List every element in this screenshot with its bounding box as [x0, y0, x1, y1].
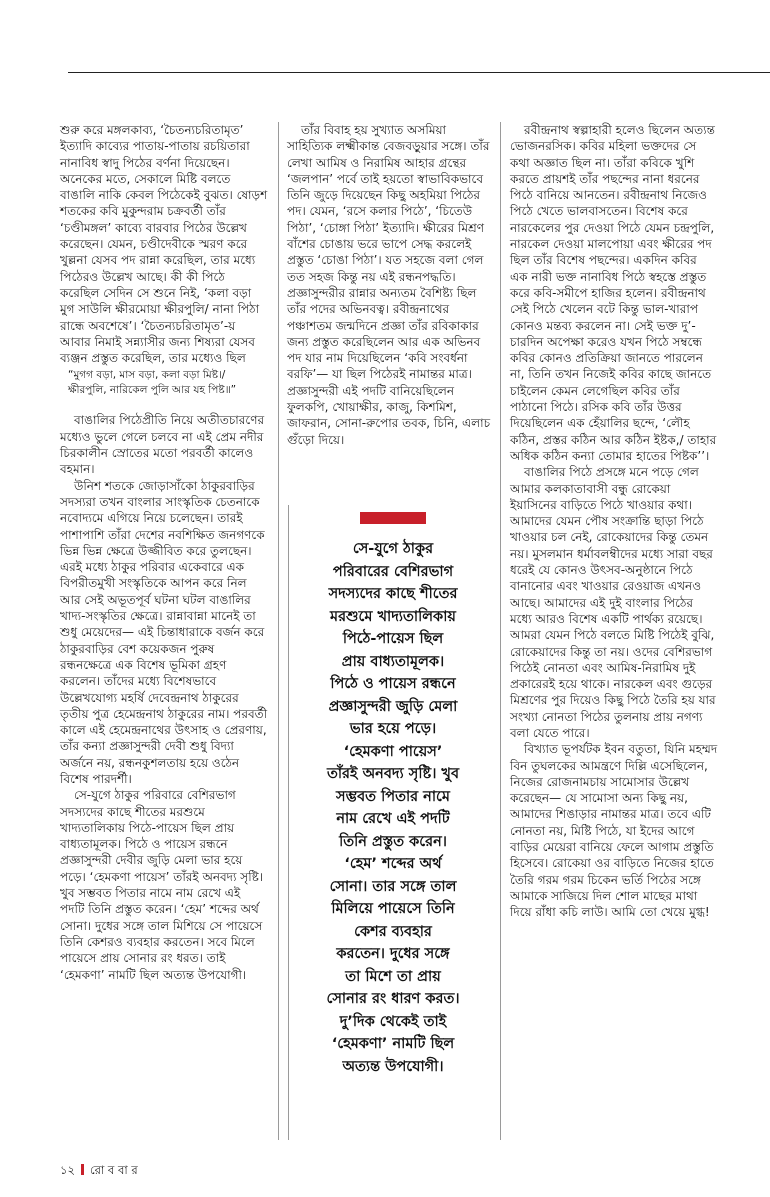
pull-quote-line: ‘হেমকণা’ নামটি ছিল — [331, 1036, 455, 1052]
pull-quote-line: সোনার রং ধারণ করত। — [326, 991, 460, 1007]
column-c-paragraph: বিখ্যাত ভূপর্যটক ইবন বতুতা, যিনি মহম্মদ বিন তুঘলকের আমন্ত্রণে দিল্লি এসেছিলেন, নিজের রোজনামচায় সামোসার উল্লেখ করেছেন— যে সামোসা অন্য কিছু নয়, আমাদের শিঙাড়ার নামান্তর মাত্র। তবে এটি নোনতা নয়, মিষ্টি পিঠে, যা ইদের আগে বাড়ির মেয়েরা বানিয়ে ফেলে আগাম প্রস্তুতি হিসেবে। রোকেয়া ওর বাড়িতে নিজের হাতে তৈরি গরম গরম চিকেন ভর্তি পিঠের সঙ্গে আমাকে সাজিয়ে দিল শোল মাছের মাথা দিয়ে রাঁধা কচি লাউ। আমি তো খেয়ে মুগ্ধ! — [510, 742, 718, 920]
pull-quote-line: তাঁরই অনবদ্য সৃষ্টি। খুব — [326, 766, 460, 782]
verse-line: ক্ষীরপুলি, নারিকেল পুলি আর যহ পিষ্ট॥” — [68, 384, 237, 397]
column-c — [510, 122, 718, 921]
pull-quote-line: মিলিয়ে পায়েসে তিনি — [331, 901, 455, 917]
pull-quote-line: ভার হয়ে পড়ে। — [349, 721, 437, 737]
column-b-paragraph: তাঁর বিবাহ হয় সুখ্যাত অসমিয়া সাহিত্যিক লক্ষ্মীকান্ত বেজবড়ুয়ার সঙ্গে। তাঁর লেখা আমিষ ও নিরামিষ আহার গ্রন্থের ‘জলপান’ পর্বে তাই হয়তো স্বাভাবিকভাবে তিনি জুড়ে দিয়েছেন কিছু অহমিয়া পিঠের পদ। যেমন, ‘রসে কলার পিঠে’, ‘চিতেউ পিঠা’, ‘চোঙ্গা পিঠা’ ইত্যাদি। ক্ষীরের মিশ্রণ বাঁশের চোঙায় ভরে ভাপে সেদ্ধ করলেই প্রস্তুত ‘চোঙা পিঠা’। যত সহজে বলা গেল তত সহজ কিন্তু নয় এই রন্ধনপদ্ধতি। প্রজ্ঞাসুন্দরীর রান্নার অন্যতম বৈশিষ্ট্য ছিল তাঁর পদের অভিনবত্ব। রবীন্দ্রনাথের পঞ্চাশতম জন্মদিনে প্রজ্ঞা তাঁর রবিকাকার জন্য প্রস্তুত করেছিলেন আর এক অভিনব পদ যার নাম দিয়েছিলেন ‘কবি সংবর্ধনা বরফি’— যা ছিল পিঠেরই নামান্তর মাত্র। প্রজ্ঞাসুন্দরী এই পদটি বানিয়েছিলেন ফুলকপি, খোয়াক্ষীর, কাজু, কিশমিশ, জাফরান, সোনা-রুপোর তবক, চিনি, এলাচ গুঁড়ো দিয়ে। — [287, 123, 491, 447]
pull-quote-line: সে-যুগে ঠাকুর — [352, 541, 434, 557]
verse-quote — [60, 368, 268, 398]
pull-quote-line: মরশুমে খাদ্যতালিকায় — [330, 608, 456, 625]
column-b — [287, 122, 495, 448]
pull-quote-text — [298, 538, 488, 1078]
pull-quote-line: করতেন। দুধের সঙ্গে — [336, 946, 450, 962]
pull-quote-line: দু’দিক থেকেই তাই — [339, 1013, 447, 1030]
column-a — [60, 122, 268, 983]
footer-separator — [81, 1164, 84, 1175]
pull-quote-left-divider — [288, 505, 289, 1140]
column-a-paragraph: উনিশ শতকে জোড়াসাঁকো ঠাকুরবাড়ির সদস্যরা তখন বাংলার সাংস্কৃতিক চেতনাকে নবোদ্যমে এগিয়ে নিয়ে চলেছেন। তারই পাশাপাশি তাঁরা দেশের নবশিক্ষিত জনগণকে ভিন্ন ভিন্ন ক্ষেত্রে উজ্জীবিত করে তুলছেন। এরই মধ্যে ঠাকুর পরিবার একেবারে এক বিপরীতমুখী সংস্কৃতিকে আপন করে নিল আর সেই অভূতপূর্ব ঘটনা ঘটল বাঙালির খাদ্য-সংস্কৃতির ক্ষেত্রে। রান্নাবান্না মানেই তা শুধু মেয়েদের— এই চিন্তাধারাকে বর্জন করে ঠাকুরবাড়ির বেশ কয়েকজন পুরুষ রন্ধনক্ষেত্রে এক বিশেষ ভূমিকা গ্রহণ করলেন। তাঁদের মধ্যে বিশেষভাবে উল্লেখযোগ্য মহর্ষি দেবেন্দ্রনাথ ঠাকুরের তৃতীয় পুত্র হেমেন্দ্রনাথ ঠাকুরের নাম। পরবর্তী কালে এই হেমেন্দ্রনাথের উৎসাহ ও প্রেরণায়, তাঁর কন্যা প্রজ্ঞাসুন্দরী দেবী শুধু বিদ্যা অর্জনে নয়, রন্ধনকুশলতায় হয়ে ওঠেন বিশেষ পারদর্শী। — [60, 478, 268, 786]
pull-quote-top-bar — [360, 512, 426, 524]
pull-quote-line: তা মিশে তা প্রায় — [345, 968, 441, 985]
column-a-paragraph: বাঙালির পিঠেপ্রীতি নিয়ে অতীতচারণের মধ্যেও ভুলে গেলে চলবে না এই প্রেম নদীর চিরকালীন স্রোতের মতো পরবর্তী কালেও বহমান। — [60, 413, 265, 477]
pull-quote-line: পরিবারের বেশিরভাগ — [332, 563, 454, 580]
column-divider — [278, 122, 279, 1140]
column-c-paragraph: বাঙালির পিঠে প্রসঙ্গে মনে পড়ে গেল আমার কলকাতাবাসী বন্ধু রোকেয়া ইয়াসিনের বাড়িতে পিঠে খাওয়ার কথা। আমাদের যেমন পৌষ সংক্রান্তি ছাড়া পিঠে খাওয়ার চল নেই, রোকেয়াদের কিন্তু তেমন নয়। মুসলমান ধর্মাবলম্বীদের মধ্যে সারা বছর ধরেই যে কোনও উৎসব-অনুষ্ঠানে পিঠে বানানোর এবং খাওয়ার রেওয়াজ এখনও আছে। আমাদের এই দুই বাংলার পিঠের মধ্যে আরও বিশেষ একটি পার্থক্য রয়েছে। আমরা যেমন পিঠে বলতে মিষ্টি পিঠেই বুঝি, রোকেয়াদের কিন্তু তা নয়। ওদের বেশিরভাগ পিঠেই নোনতা এবং আমিষ-নিরামিষ দুই প্রকারেরই হয়ে থাকে। নারকেল এবং গুড়ের মিশ্রণের পুর দিয়েও কিছু পিঠে তৈরি হয় যার সংখ্যা নোনতা পিঠের তুলনায় প্রায় নগণ্য বলা যেতে পারে। — [510, 465, 716, 740]
page-number: ১২ — [60, 1163, 75, 1177]
pull-quote-line: কেশর ব্যবহার — [354, 923, 432, 940]
pull-quote — [298, 500, 488, 1078]
pull-quote-line: প্রজ্ঞাসুন্দরী জুড়ি মেলা — [328, 698, 458, 715]
pull-quote-line: সোনা। তার সঙ্গে তাল — [329, 878, 457, 895]
top-rule — [68, 72, 770, 73]
column-a-paragraph: শুরু করে মঙ্গলকাব্য, ‘চৈতন্যচরিতামৃত’ ইত্যাদি কাব্যের পাতায়-পাতায় রচয়িতারা নানাবিধ স্বাদু পিঠের বর্ণনা দিয়েছেন। অনেকের মতে, সেকালে মিষ্টি বলতে বাঙালি নাকি কেবল পিঠেকেই বুঝত। ষোড়শ শতকের কবি মুকুন্দরাম চক্রবর্তী তাঁর ‘চণ্ডীমঙ্গল’ কাব্যে বারবার পিঠের উল্লেখ করেছেন। যেমন, চণ্ডীদেবীকে স্মরণ করে খুল্লনা যেসব পদ রান্না করেছিল, তার মধ্যে পিঠেরও উল্লেখ আছে। কী কী পিঠে করেছিল সেদিন সে শুনে নিই, ‘কলা বড়া মুগ সাউলি ক্ষীরমোয়া ক্ষীরপুলি/ নানা পিঠা রান্ধে অবশেষে’। ‘চৈতন্যচরিতামৃত’-য় আবার নিমাই সন্ন্যাসীর জন্য শিষ্যরা যেসব ব্যঞ্জন প্রস্তুত করেছিল, তার মধ্যেও ছিল — [60, 123, 268, 366]
column-c-paragraph: রবীন্দ্রনাথ স্বল্পাহারী হলেও ছিলেন অত্যন্ত ভোজনরসিক। কবির মহিলা ভক্তদের সে কথা অজ্ঞাত ছিল না। তাঁরা কবিকে খুশি করতে প্রায়শই তাঁর পছন্দের নানা ধরনের পিঠে বানিয়ে আনতেন। রবীন্দ্রনাথ নিজেও পিঠে খেতে ভালবাসতেন। বিশেষ করে নারকেলের পুর দেওয়া পিঠে যেমন চন্দ্রপুলি, নারকেল দেওয়া মালপোয়া এবং ক্ষীরের পদ ছিল তাঁর বিশেষ পছন্দের। একদিন কবির এক নারী ভক্ত নানাবিধ পিঠে স্বহস্তে প্রস্তুত করে কবি-সমীপে হাজির হলেন। রবীন্দ্রনাথ সেই পিঠে খেলেন বটে কিন্তু ভাল-খারাপ কোনও মন্তব্য করলেন না। সেই ভক্ত দু’-চারদিন অপেক্ষা করেও যখন পিঠে সম্বন্ধে কবির কোনও প্রতিক্রিয়া জানতে পারলেন না, তিনি তখন নিজেই কবির কাছে জানতে চাইলেন কেমন লেগেছিল কবির তাঁর পাঠানো পিঠে। রসিক কবি তাঁর উত্তর দিয়েছিলেন এক হেঁয়ালির ছন্দে, ‘লৌহ কঠিন, প্রস্তর কঠিন আর কঠিন ইষ্টক,/ তাহার অধিক কঠিন কন্যা তোমার হাতের পিষ্টক’’। — [510, 123, 717, 463]
pull-quote-line: সম্ভবত পিতার নামে — [336, 788, 450, 805]
column-divider — [500, 122, 501, 1140]
column-a-paragraph: সে-যুগে ঠাকুর পরিবারে বেশিরভাগ সদস্যদের কাছে শীতের মরশুমে খাদ্যতালিকায় পিঠে-পায়েস ছিল প্রায় বাধ্যতামূলক। পিঠে ও পায়েস রন্ধনে প্রজ্ঞাসুন্দরী দেবীর জুড়ি মেলা ভার হয়ে পড়ে। ‘হেমকণা পায়েস’ তাঁরই অনবদ্য সৃষ্টি। খুব সম্ভবত পিতার নামে নাম রেখে এই পদটি তিনি প্রস্তুত করেন। ‘হেম’ শব্দের অর্থ সোনা। দুধের সঙ্গে তাল মিশিয়ে সে পায়েসে তিনি কেশরও ব্যবহার করতেন। সবে মিলে পায়েসে প্রায় সোনার রং ধরত। তাই ‘হেমকণা’ নামটি ছিল অত্যন্ত উপযোগী। — [60, 788, 264, 982]
pull-quote-line: সদস্যদের কাছে শীতের — [328, 586, 458, 602]
pull-quote-line: পিঠে ও পায়েস রন্ধনে — [330, 676, 456, 692]
pull-quote-line: পিঠে-পায়েস ছিল — [342, 631, 444, 647]
pull-quote-line: ‘হেম’ শব্দের অর্থ — [344, 856, 442, 872]
pull-quote-line: অত্যন্ত উপযোগী। — [342, 1058, 444, 1075]
pull-quote-line: তিনি প্রস্তুত করেন। — [339, 833, 447, 850]
verse-line: “মুগগ বড়া, মাস বড়া, কলা বড়া মিষ্ট।/ — [68, 369, 226, 382]
pull-quote-line: প্রায় বাধ্যতামূলক। — [341, 653, 445, 670]
pull-quote-line: নাম রেখে এই পদটি — [336, 811, 450, 827]
page-footer — [60, 1162, 138, 1181]
pull-quote-line: ‘হেমকণা পায়েস’ — [343, 743, 443, 760]
magazine-name: রো ব বা র — [89, 1163, 138, 1177]
